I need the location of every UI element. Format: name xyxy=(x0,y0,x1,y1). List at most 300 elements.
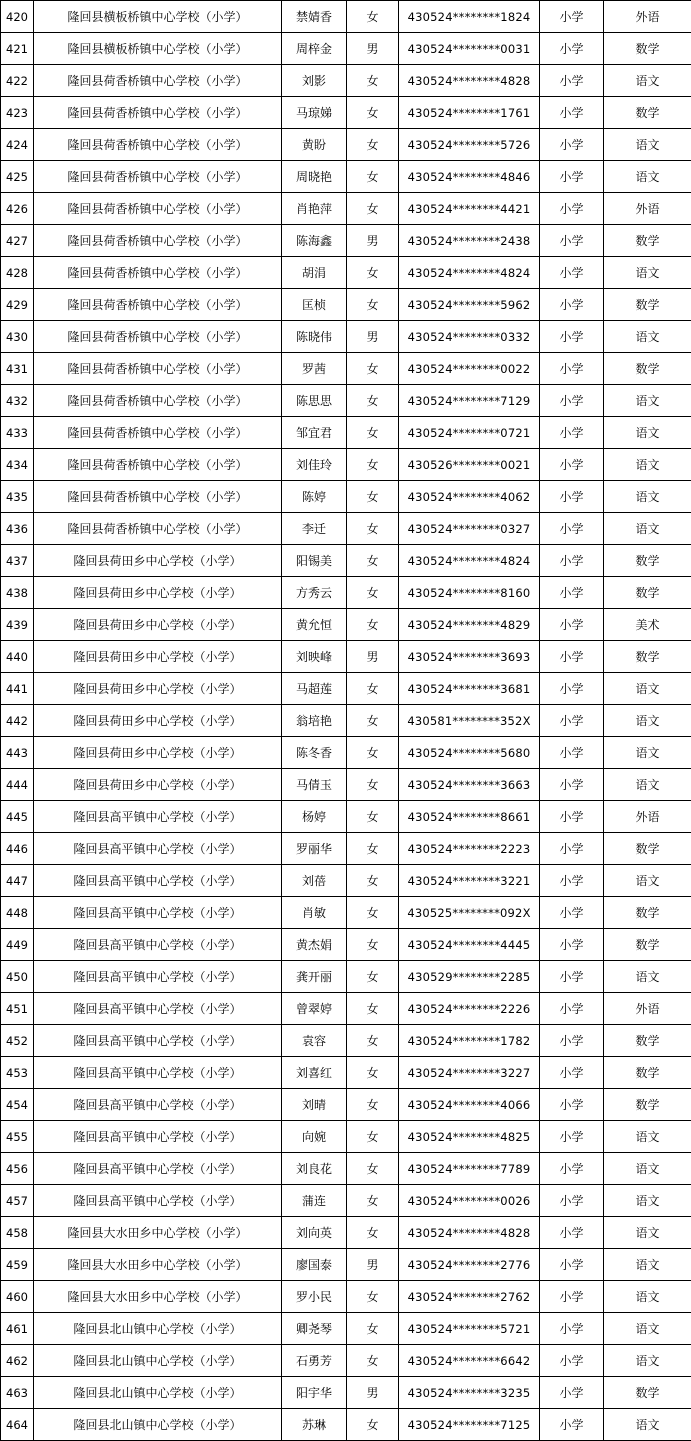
id-number-cell: 430524********4828 xyxy=(399,65,540,97)
gender-cell: 女 xyxy=(347,1185,399,1217)
subject-cell: 语文 xyxy=(604,481,691,513)
teacher-name-cell: 陈冬香 xyxy=(282,737,347,769)
school-level-cell: 小学 xyxy=(540,353,604,385)
subject-cell: 数学 xyxy=(604,97,691,129)
gender-cell: 女 xyxy=(347,161,399,193)
table-row xyxy=(1,1,691,33)
school-level-cell: 小学 xyxy=(540,417,604,449)
id-number-cell: 430524********2762 xyxy=(399,1281,540,1313)
school-name-cell: 隆回县荷香桥镇中心学校（小学） xyxy=(34,225,282,257)
school-name-cell: 隆回县荷田乡中心学校（小学） xyxy=(34,705,282,737)
table-row xyxy=(1,481,691,513)
school-level-cell: 小学 xyxy=(540,1377,604,1409)
gender-cell: 女 xyxy=(347,993,399,1025)
teacher-name-cell: 罗小民 xyxy=(282,1281,347,1313)
teacher-name-cell: 刘良花 xyxy=(282,1153,347,1185)
row-number-cell: 454 xyxy=(1,1089,34,1121)
table-row xyxy=(1,705,691,737)
teacher-name-cell: 刘喜红 xyxy=(282,1057,347,1089)
school-name-cell: 隆回县荷香桥镇中心学校（小学） xyxy=(34,97,282,129)
row-number-cell: 438 xyxy=(1,577,34,609)
id-number-cell: 430524********6642 xyxy=(399,1345,540,1377)
table-row xyxy=(1,193,691,225)
school-name-cell: 隆回县荷田乡中心学校（小学） xyxy=(34,673,282,705)
school-name-cell: 隆回县高平镇中心学校（小学） xyxy=(34,961,282,993)
id-number-cell: 430524********4829 xyxy=(399,609,540,641)
teacher-name-cell: 阳宇华 xyxy=(282,1377,347,1409)
teacher-name-cell: 蒲连 xyxy=(282,1185,347,1217)
school-name-cell: 隆回县荷香桥镇中心学校（小学） xyxy=(34,353,282,385)
id-number-cell: 430524********3235 xyxy=(399,1377,540,1409)
teacher-name-cell: 刘影 xyxy=(282,65,347,97)
school-name-cell: 隆回县高平镇中心学校（小学） xyxy=(34,1185,282,1217)
roster-body xyxy=(1,1,691,1441)
table-row xyxy=(1,513,691,545)
gender-cell: 女 xyxy=(347,673,399,705)
subject-cell: 语文 xyxy=(604,1185,691,1217)
table-row xyxy=(1,225,691,257)
gender-cell: 女 xyxy=(347,449,399,481)
gender-cell: 女 xyxy=(347,865,399,897)
gender-cell: 女 xyxy=(347,1313,399,1345)
row-number-cell: 446 xyxy=(1,833,34,865)
id-number-cell: 430524********2776 xyxy=(399,1249,540,1281)
teacher-name-cell: 陈晓伟 xyxy=(282,321,347,353)
row-number-cell: 441 xyxy=(1,673,34,705)
subject-cell: 语文 xyxy=(604,129,691,161)
school-level-cell: 小学 xyxy=(540,1121,604,1153)
gender-cell: 女 xyxy=(347,289,399,321)
school-level-cell: 小学 xyxy=(540,129,604,161)
table-row xyxy=(1,929,691,961)
row-number-cell: 423 xyxy=(1,97,34,129)
teacher-name-cell: 禁婧香 xyxy=(282,1,347,33)
row-number-cell: 457 xyxy=(1,1185,34,1217)
id-number-cell: 430524********5680 xyxy=(399,737,540,769)
gender-cell: 男 xyxy=(347,321,399,353)
table-row xyxy=(1,1089,691,1121)
gender-cell: 女 xyxy=(347,545,399,577)
id-number-cell: 430524********3221 xyxy=(399,865,540,897)
table-row xyxy=(1,641,691,673)
school-name-cell: 隆回县横板桥镇中心学校（小学） xyxy=(34,1,282,33)
school-name-cell: 隆回县高平镇中心学校（小学） xyxy=(34,801,282,833)
gender-cell: 男 xyxy=(347,33,399,65)
id-number-cell: 430524********8661 xyxy=(399,801,540,833)
id-number-cell: 430524********0721 xyxy=(399,417,540,449)
teacher-name-cell: 黄盼 xyxy=(282,129,347,161)
school-name-cell: 隆回县高平镇中心学校（小学） xyxy=(34,833,282,865)
teacher-name-cell: 卿尧琴 xyxy=(282,1313,347,1345)
row-number-cell: 450 xyxy=(1,961,34,993)
table-row xyxy=(1,1377,691,1409)
row-number-cell: 447 xyxy=(1,865,34,897)
row-number-cell: 445 xyxy=(1,801,34,833)
teacher-name-cell: 阳锡美 xyxy=(282,545,347,577)
school-level-cell: 小学 xyxy=(540,1089,604,1121)
school-name-cell: 隆回县荷香桥镇中心学校（小学） xyxy=(34,161,282,193)
subject-cell: 语文 xyxy=(604,417,691,449)
row-number-cell: 464 xyxy=(1,1409,34,1441)
school-name-cell: 隆回县荷田乡中心学校（小学） xyxy=(34,769,282,801)
gender-cell: 女 xyxy=(347,97,399,129)
id-number-cell: 430525********092X xyxy=(399,897,540,929)
subject-cell: 语文 xyxy=(604,737,691,769)
table-row xyxy=(1,1345,691,1377)
school-level-cell: 小学 xyxy=(540,737,604,769)
row-number-cell: 429 xyxy=(1,289,34,321)
row-number-cell: 421 xyxy=(1,33,34,65)
subject-cell: 数学 xyxy=(604,353,691,385)
table-row xyxy=(1,577,691,609)
school-name-cell: 隆回县荷香桥镇中心学校（小学） xyxy=(34,449,282,481)
gender-cell: 女 xyxy=(347,353,399,385)
row-number-cell: 458 xyxy=(1,1217,34,1249)
id-number-cell: 430524********7789 xyxy=(399,1153,540,1185)
row-number-cell: 420 xyxy=(1,1,34,33)
subject-cell: 语文 xyxy=(604,321,691,353)
teacher-name-cell: 罗茜 xyxy=(282,353,347,385)
row-number-cell: 453 xyxy=(1,1057,34,1089)
row-number-cell: 452 xyxy=(1,1025,34,1057)
gender-cell: 女 xyxy=(347,1025,399,1057)
subject-cell: 语文 xyxy=(604,865,691,897)
gender-cell: 女 xyxy=(347,1089,399,1121)
school-level-cell: 小学 xyxy=(540,1281,604,1313)
subject-cell: 外语 xyxy=(604,193,691,225)
table-row xyxy=(1,33,691,65)
id-number-cell: 430524********4824 xyxy=(399,257,540,289)
row-number-cell: 461 xyxy=(1,1313,34,1345)
id-number-cell: 430524********2438 xyxy=(399,225,540,257)
teacher-name-cell: 陈海鑫 xyxy=(282,225,347,257)
school-level-cell: 小学 xyxy=(540,1025,604,1057)
table-row xyxy=(1,961,691,993)
teacher-name-cell: 袁容 xyxy=(282,1025,347,1057)
teacher-name-cell: 黄允恒 xyxy=(282,609,347,641)
table-row xyxy=(1,97,691,129)
table-row xyxy=(1,1217,691,1249)
table-row xyxy=(1,1025,691,1057)
school-name-cell: 隆回县荷香桥镇中心学校（小学） xyxy=(34,193,282,225)
school-level-cell: 小学 xyxy=(540,1345,604,1377)
id-number-cell: 430524********4825 xyxy=(399,1121,540,1153)
subject-cell: 语文 xyxy=(604,1345,691,1377)
row-number-cell: 443 xyxy=(1,737,34,769)
id-number-cell: 430524********3681 xyxy=(399,673,540,705)
teacher-name-cell: 陈思思 xyxy=(282,385,347,417)
id-number-cell: 430524********0332 xyxy=(399,321,540,353)
subject-cell: 语文 xyxy=(604,673,691,705)
table-row xyxy=(1,993,691,1025)
teacher-name-cell: 马超莲 xyxy=(282,673,347,705)
id-number-cell: 430526********0021 xyxy=(399,449,540,481)
subject-cell: 数学 xyxy=(604,33,691,65)
gender-cell: 女 xyxy=(347,1057,399,1089)
school-name-cell: 隆回县高平镇中心学校（小学） xyxy=(34,993,282,1025)
row-number-cell: 425 xyxy=(1,161,34,193)
teacher-name-cell: 匡桢 xyxy=(282,289,347,321)
id-number-cell: 430524********2226 xyxy=(399,993,540,1025)
id-number-cell: 430524********2223 xyxy=(399,833,540,865)
subject-cell: 语文 xyxy=(604,65,691,97)
table-row xyxy=(1,865,691,897)
school-name-cell: 隆回县荷香桥镇中心学校（小学） xyxy=(34,385,282,417)
school-level-cell: 小学 xyxy=(540,929,604,961)
school-name-cell: 隆回县高平镇中心学校（小学） xyxy=(34,929,282,961)
row-number-cell: 426 xyxy=(1,193,34,225)
subject-cell: 语文 xyxy=(604,1409,691,1441)
table-row xyxy=(1,737,691,769)
table-row xyxy=(1,385,691,417)
teacher-name-cell: 曾翠婷 xyxy=(282,993,347,1025)
gender-cell: 女 xyxy=(347,385,399,417)
school-name-cell: 隆回县荷香桥镇中心学校（小学） xyxy=(34,257,282,289)
row-number-cell: 427 xyxy=(1,225,34,257)
gender-cell: 女 xyxy=(347,1281,399,1313)
school-level-cell: 小学 xyxy=(540,641,604,673)
id-number-cell: 430524********4445 xyxy=(399,929,540,961)
school-name-cell: 隆回县荷香桥镇中心学校（小学） xyxy=(34,289,282,321)
subject-cell: 外语 xyxy=(604,1,691,33)
subject-cell: 语文 xyxy=(604,961,691,993)
school-name-cell: 隆回县北山镇中心学校（小学） xyxy=(34,1345,282,1377)
subject-cell: 语文 xyxy=(604,1281,691,1313)
school-level-cell: 小学 xyxy=(540,993,604,1025)
id-number-cell: 430524********5721 xyxy=(399,1313,540,1345)
gender-cell: 女 xyxy=(347,1153,399,1185)
teacher-name-cell: 向婉 xyxy=(282,1121,347,1153)
table-row xyxy=(1,65,691,97)
teacher-name-cell: 刘蓓 xyxy=(282,865,347,897)
row-number-cell: 433 xyxy=(1,417,34,449)
subject-cell: 语文 xyxy=(604,705,691,737)
school-name-cell: 隆回县高平镇中心学校（小学） xyxy=(34,1089,282,1121)
row-number-cell: 455 xyxy=(1,1121,34,1153)
gender-cell: 女 xyxy=(347,769,399,801)
teacher-name-cell: 陈婷 xyxy=(282,481,347,513)
gender-cell: 女 xyxy=(347,897,399,929)
school-level-cell: 小学 xyxy=(540,1409,604,1441)
school-level-cell: 小学 xyxy=(540,1185,604,1217)
subject-cell: 数学 xyxy=(604,225,691,257)
school-name-cell: 隆回县大水田乡中心学校（小学） xyxy=(34,1217,282,1249)
subject-cell: 数学 xyxy=(604,1377,691,1409)
gender-cell: 女 xyxy=(347,801,399,833)
subject-cell: 外语 xyxy=(604,801,691,833)
school-name-cell: 隆回县荷香桥镇中心学校（小学） xyxy=(34,481,282,513)
gender-cell: 女 xyxy=(347,65,399,97)
school-level-cell: 小学 xyxy=(540,833,604,865)
id-number-cell: 430581********352X xyxy=(399,705,540,737)
gender-cell: 女 xyxy=(347,737,399,769)
teacher-name-cell: 罗丽华 xyxy=(282,833,347,865)
row-number-cell: 451 xyxy=(1,993,34,1025)
subject-cell: 数学 xyxy=(604,641,691,673)
row-number-cell: 448 xyxy=(1,897,34,929)
table-row xyxy=(1,257,691,289)
gender-cell: 女 xyxy=(347,481,399,513)
gender-cell: 男 xyxy=(347,1249,399,1281)
school-name-cell: 隆回县北山镇中心学校（小学） xyxy=(34,1377,282,1409)
school-level-cell: 小学 xyxy=(540,321,604,353)
table-row xyxy=(1,801,691,833)
school-name-cell: 隆回县荷田乡中心学校（小学） xyxy=(34,641,282,673)
subject-cell: 数学 xyxy=(604,1025,691,1057)
id-number-cell: 430524********5962 xyxy=(399,289,540,321)
id-number-cell: 430524********4824 xyxy=(399,545,540,577)
school-name-cell: 隆回县横板桥镇中心学校（小学） xyxy=(34,33,282,65)
school-level-cell: 小学 xyxy=(540,801,604,833)
row-number-cell: 442 xyxy=(1,705,34,737)
gender-cell: 男 xyxy=(347,641,399,673)
table-row xyxy=(1,1153,691,1185)
table-row xyxy=(1,609,691,641)
gender-cell: 女 xyxy=(347,1345,399,1377)
gender-cell: 男 xyxy=(347,225,399,257)
gender-cell: 男 xyxy=(347,1377,399,1409)
school-level-cell: 小学 xyxy=(540,897,604,929)
id-number-cell: 430524********4066 xyxy=(399,1089,540,1121)
table-row xyxy=(1,1409,691,1441)
id-number-cell: 430524********7125 xyxy=(399,1409,540,1441)
school-level-cell: 小学 xyxy=(540,769,604,801)
gender-cell: 女 xyxy=(347,961,399,993)
id-number-cell: 430524********3663 xyxy=(399,769,540,801)
school-level-cell: 小学 xyxy=(540,1153,604,1185)
school-name-cell: 隆回县荷香桥镇中心学校（小学） xyxy=(34,513,282,545)
subject-cell: 语文 xyxy=(604,449,691,481)
row-number-cell: 462 xyxy=(1,1345,34,1377)
table-row xyxy=(1,1185,691,1217)
gender-cell: 女 xyxy=(347,193,399,225)
table-row xyxy=(1,769,691,801)
school-level-cell: 小学 xyxy=(540,961,604,993)
school-name-cell: 隆回县高平镇中心学校（小学） xyxy=(34,1025,282,1057)
gender-cell: 女 xyxy=(347,417,399,449)
id-number-cell: 430524********4828 xyxy=(399,1217,540,1249)
school-level-cell: 小学 xyxy=(540,865,604,897)
row-number-cell: 459 xyxy=(1,1249,34,1281)
id-number-cell: 430524********0031 xyxy=(399,33,540,65)
school-name-cell: 隆回县荷香桥镇中心学校（小学） xyxy=(34,129,282,161)
school-level-cell: 小学 xyxy=(540,481,604,513)
gender-cell: 女 xyxy=(347,1409,399,1441)
school-name-cell: 隆回县荷田乡中心学校（小学） xyxy=(34,737,282,769)
school-name-cell: 隆回县北山镇中心学校（小学） xyxy=(34,1313,282,1345)
table-row xyxy=(1,161,691,193)
table-row xyxy=(1,897,691,929)
row-number-cell: 439 xyxy=(1,609,34,641)
teacher-name-cell: 刘晴 xyxy=(282,1089,347,1121)
teacher-name-cell: 翁培艳 xyxy=(282,705,347,737)
subject-cell: 语文 xyxy=(604,1313,691,1345)
row-number-cell: 440 xyxy=(1,641,34,673)
school-level-cell: 小学 xyxy=(540,609,604,641)
row-number-cell: 456 xyxy=(1,1153,34,1185)
school-level-cell: 小学 xyxy=(540,289,604,321)
table-row xyxy=(1,673,691,705)
row-number-cell: 428 xyxy=(1,257,34,289)
subject-cell: 语文 xyxy=(604,385,691,417)
school-name-cell: 隆回县高平镇中心学校（小学） xyxy=(34,865,282,897)
subject-cell: 语文 xyxy=(604,161,691,193)
teacher-name-cell: 苏琳 xyxy=(282,1409,347,1441)
school-level-cell: 小学 xyxy=(540,449,604,481)
subject-cell: 语文 xyxy=(604,1217,691,1249)
id-number-cell: 430524********0026 xyxy=(399,1185,540,1217)
subject-cell: 数学 xyxy=(604,929,691,961)
school-level-cell: 小学 xyxy=(540,33,604,65)
school-name-cell: 隆回县高平镇中心学校（小学） xyxy=(34,897,282,929)
row-number-cell: 463 xyxy=(1,1377,34,1409)
gender-cell: 女 xyxy=(347,577,399,609)
table-row xyxy=(1,545,691,577)
table-row xyxy=(1,321,691,353)
school-name-cell: 隆回县大水田乡中心学校（小学） xyxy=(34,1249,282,1281)
teacher-name-cell: 龚开丽 xyxy=(282,961,347,993)
table-row xyxy=(1,417,691,449)
subject-cell: 数学 xyxy=(604,1057,691,1089)
subject-cell: 语文 xyxy=(604,1153,691,1185)
school-level-cell: 小学 xyxy=(540,705,604,737)
id-number-cell: 430524********0327 xyxy=(399,513,540,545)
gender-cell: 女 xyxy=(347,129,399,161)
table-row xyxy=(1,1057,691,1089)
teacher-name-cell: 周梓金 xyxy=(282,33,347,65)
school-level-cell: 小学 xyxy=(540,97,604,129)
school-name-cell: 隆回县高平镇中心学校（小学） xyxy=(34,1121,282,1153)
school-level-cell: 小学 xyxy=(540,1,604,33)
row-number-cell: 449 xyxy=(1,929,34,961)
school-name-cell: 隆回县高平镇中心学校（小学） xyxy=(34,1153,282,1185)
subject-cell: 数学 xyxy=(604,1089,691,1121)
id-number-cell: 430524********1761 xyxy=(399,97,540,129)
school-level-cell: 小学 xyxy=(540,1249,604,1281)
row-number-cell: 436 xyxy=(1,513,34,545)
table-row xyxy=(1,129,691,161)
school-name-cell: 隆回县荷香桥镇中心学校（小学） xyxy=(34,321,282,353)
teacher-name-cell: 石勇芳 xyxy=(282,1345,347,1377)
row-number-cell: 444 xyxy=(1,769,34,801)
id-number-cell: 430524********3693 xyxy=(399,641,540,673)
subject-cell: 语文 xyxy=(604,769,691,801)
gender-cell: 女 xyxy=(347,1217,399,1249)
row-number-cell: 432 xyxy=(1,385,34,417)
subject-cell: 数学 xyxy=(604,289,691,321)
row-number-cell: 422 xyxy=(1,65,34,97)
teacher-name-cell: 马倩玉 xyxy=(282,769,347,801)
school-level-cell: 小学 xyxy=(540,385,604,417)
row-number-cell: 430 xyxy=(1,321,34,353)
id-number-cell: 430524********0022 xyxy=(399,353,540,385)
id-number-cell: 430529********2285 xyxy=(399,961,540,993)
gender-cell: 女 xyxy=(347,705,399,737)
school-level-cell: 小学 xyxy=(540,257,604,289)
subject-cell: 外语 xyxy=(604,993,691,1025)
subject-cell: 数学 xyxy=(604,897,691,929)
id-number-cell: 430524********7129 xyxy=(399,385,540,417)
gender-cell: 女 xyxy=(347,257,399,289)
school-level-cell: 小学 xyxy=(540,545,604,577)
school-level-cell: 小学 xyxy=(540,161,604,193)
subject-cell: 数学 xyxy=(604,833,691,865)
teacher-name-cell: 肖敏 xyxy=(282,897,347,929)
school-name-cell: 隆回县荷田乡中心学校（小学） xyxy=(34,609,282,641)
row-number-cell: 431 xyxy=(1,353,34,385)
school-level-cell: 小学 xyxy=(540,1217,604,1249)
subject-cell: 语文 xyxy=(604,513,691,545)
